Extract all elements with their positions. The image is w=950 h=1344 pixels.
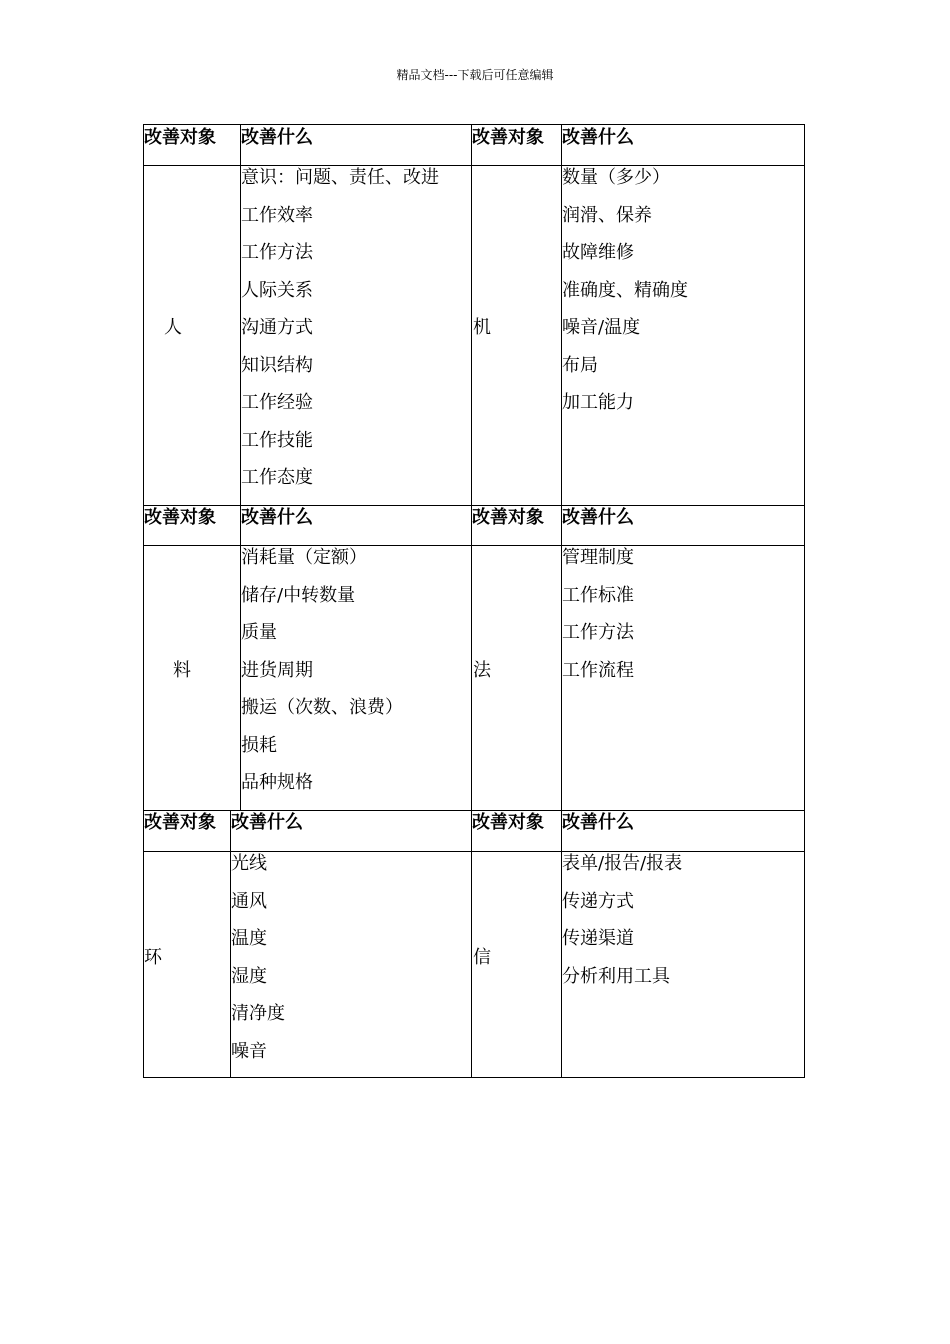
list-item: 工作效率 — [241, 204, 313, 226]
list-item: 传递渠道 — [562, 928, 634, 949]
list-item: 故障维修 — [562, 242, 634, 263]
list-item: 工作方法 — [562, 622, 634, 643]
row-divider — [144, 810, 804, 811]
list-item: 进货周期 — [241, 659, 313, 681]
improvement-list — [231, 851, 285, 1076]
list-item: 质量 — [241, 622, 277, 643]
list-item: 损耗 — [241, 734, 277, 756]
list-item: 消耗量（定额） — [241, 547, 367, 568]
improvement-list — [562, 545, 634, 695]
row-divider — [144, 505, 804, 506]
target-label: 机 — [473, 317, 491, 338]
list-item: 人际关系 — [241, 279, 313, 301]
list-item: 搬运（次数、浪费） — [241, 697, 403, 718]
header-what: 改善什么 — [231, 812, 303, 833]
target-label: 料 — [173, 660, 191, 681]
header-target: 改善对象 — [144, 507, 216, 528]
list-item: 工作流程 — [562, 659, 634, 681]
header-what: 改善什么 — [241, 127, 313, 148]
list-item: 工作方法 — [241, 242, 313, 263]
improvement-list — [562, 851, 682, 1001]
target-label: 信 — [473, 947, 491, 968]
list-item: 通风 — [231, 890, 267, 912]
header-target: 改善对象 — [472, 127, 544, 148]
header-target: 改善对象 — [144, 127, 216, 148]
list-item: 知识结构 — [241, 354, 313, 376]
list-item: 温度 — [231, 928, 267, 949]
header-target: 改善对象 — [144, 812, 216, 833]
list-item: 工作标准 — [562, 584, 634, 606]
list-item: 工作态度 — [241, 467, 313, 488]
list-item: 工作经验 — [241, 392, 313, 413]
list-item: 噪音/温度 — [562, 317, 641, 338]
list-item: 布局 — [562, 354, 598, 376]
list-item: 储存/中转数量 — [241, 584, 356, 606]
header-what: 改善什么 — [562, 127, 634, 148]
target-label: 环 — [144, 947, 162, 968]
header-what: 改善什么 — [241, 507, 313, 528]
header-what: 改善什么 — [562, 507, 634, 528]
column-divider — [471, 125, 472, 1077]
improvement-list — [562, 165, 688, 428]
target-label: 法 — [473, 660, 491, 681]
list-item: 准确度、精确度 — [562, 279, 688, 301]
list-item: 管理制度 — [562, 547, 634, 568]
header-what: 改善什么 — [562, 812, 634, 833]
page-header: 精品文档---下载后可任意编辑 — [396, 68, 554, 82]
improvement-list — [241, 545, 403, 808]
list-item: 加工能力 — [562, 392, 634, 413]
list-item: 噪音 — [231, 1040, 267, 1062]
list-item: 数量（多少） — [562, 167, 670, 188]
header-target: 改善对象 — [472, 507, 544, 528]
list-item: 传递方式 — [562, 890, 634, 912]
list-item: 沟通方式 — [241, 317, 313, 338]
improvement-list — [241, 165, 439, 503]
list-item: 品种规格 — [241, 772, 313, 793]
list-item: 清净度 — [231, 1003, 285, 1024]
list-item: 意识：问题、责任、改进 — [241, 167, 439, 188]
list-item: 分析利用工具 — [562, 965, 670, 987]
improvement-table — [143, 124, 805, 1078]
list-item: 工作技能 — [241, 429, 313, 451]
target-label: 人 — [164, 317, 182, 338]
list-item: 湿度 — [231, 965, 267, 987]
list-item: 润滑、保养 — [562, 204, 652, 226]
list-item: 光线 — [231, 853, 267, 874]
header-target: 改善对象 — [472, 812, 544, 833]
list-item: 表单/报告/报表 — [562, 853, 683, 874]
